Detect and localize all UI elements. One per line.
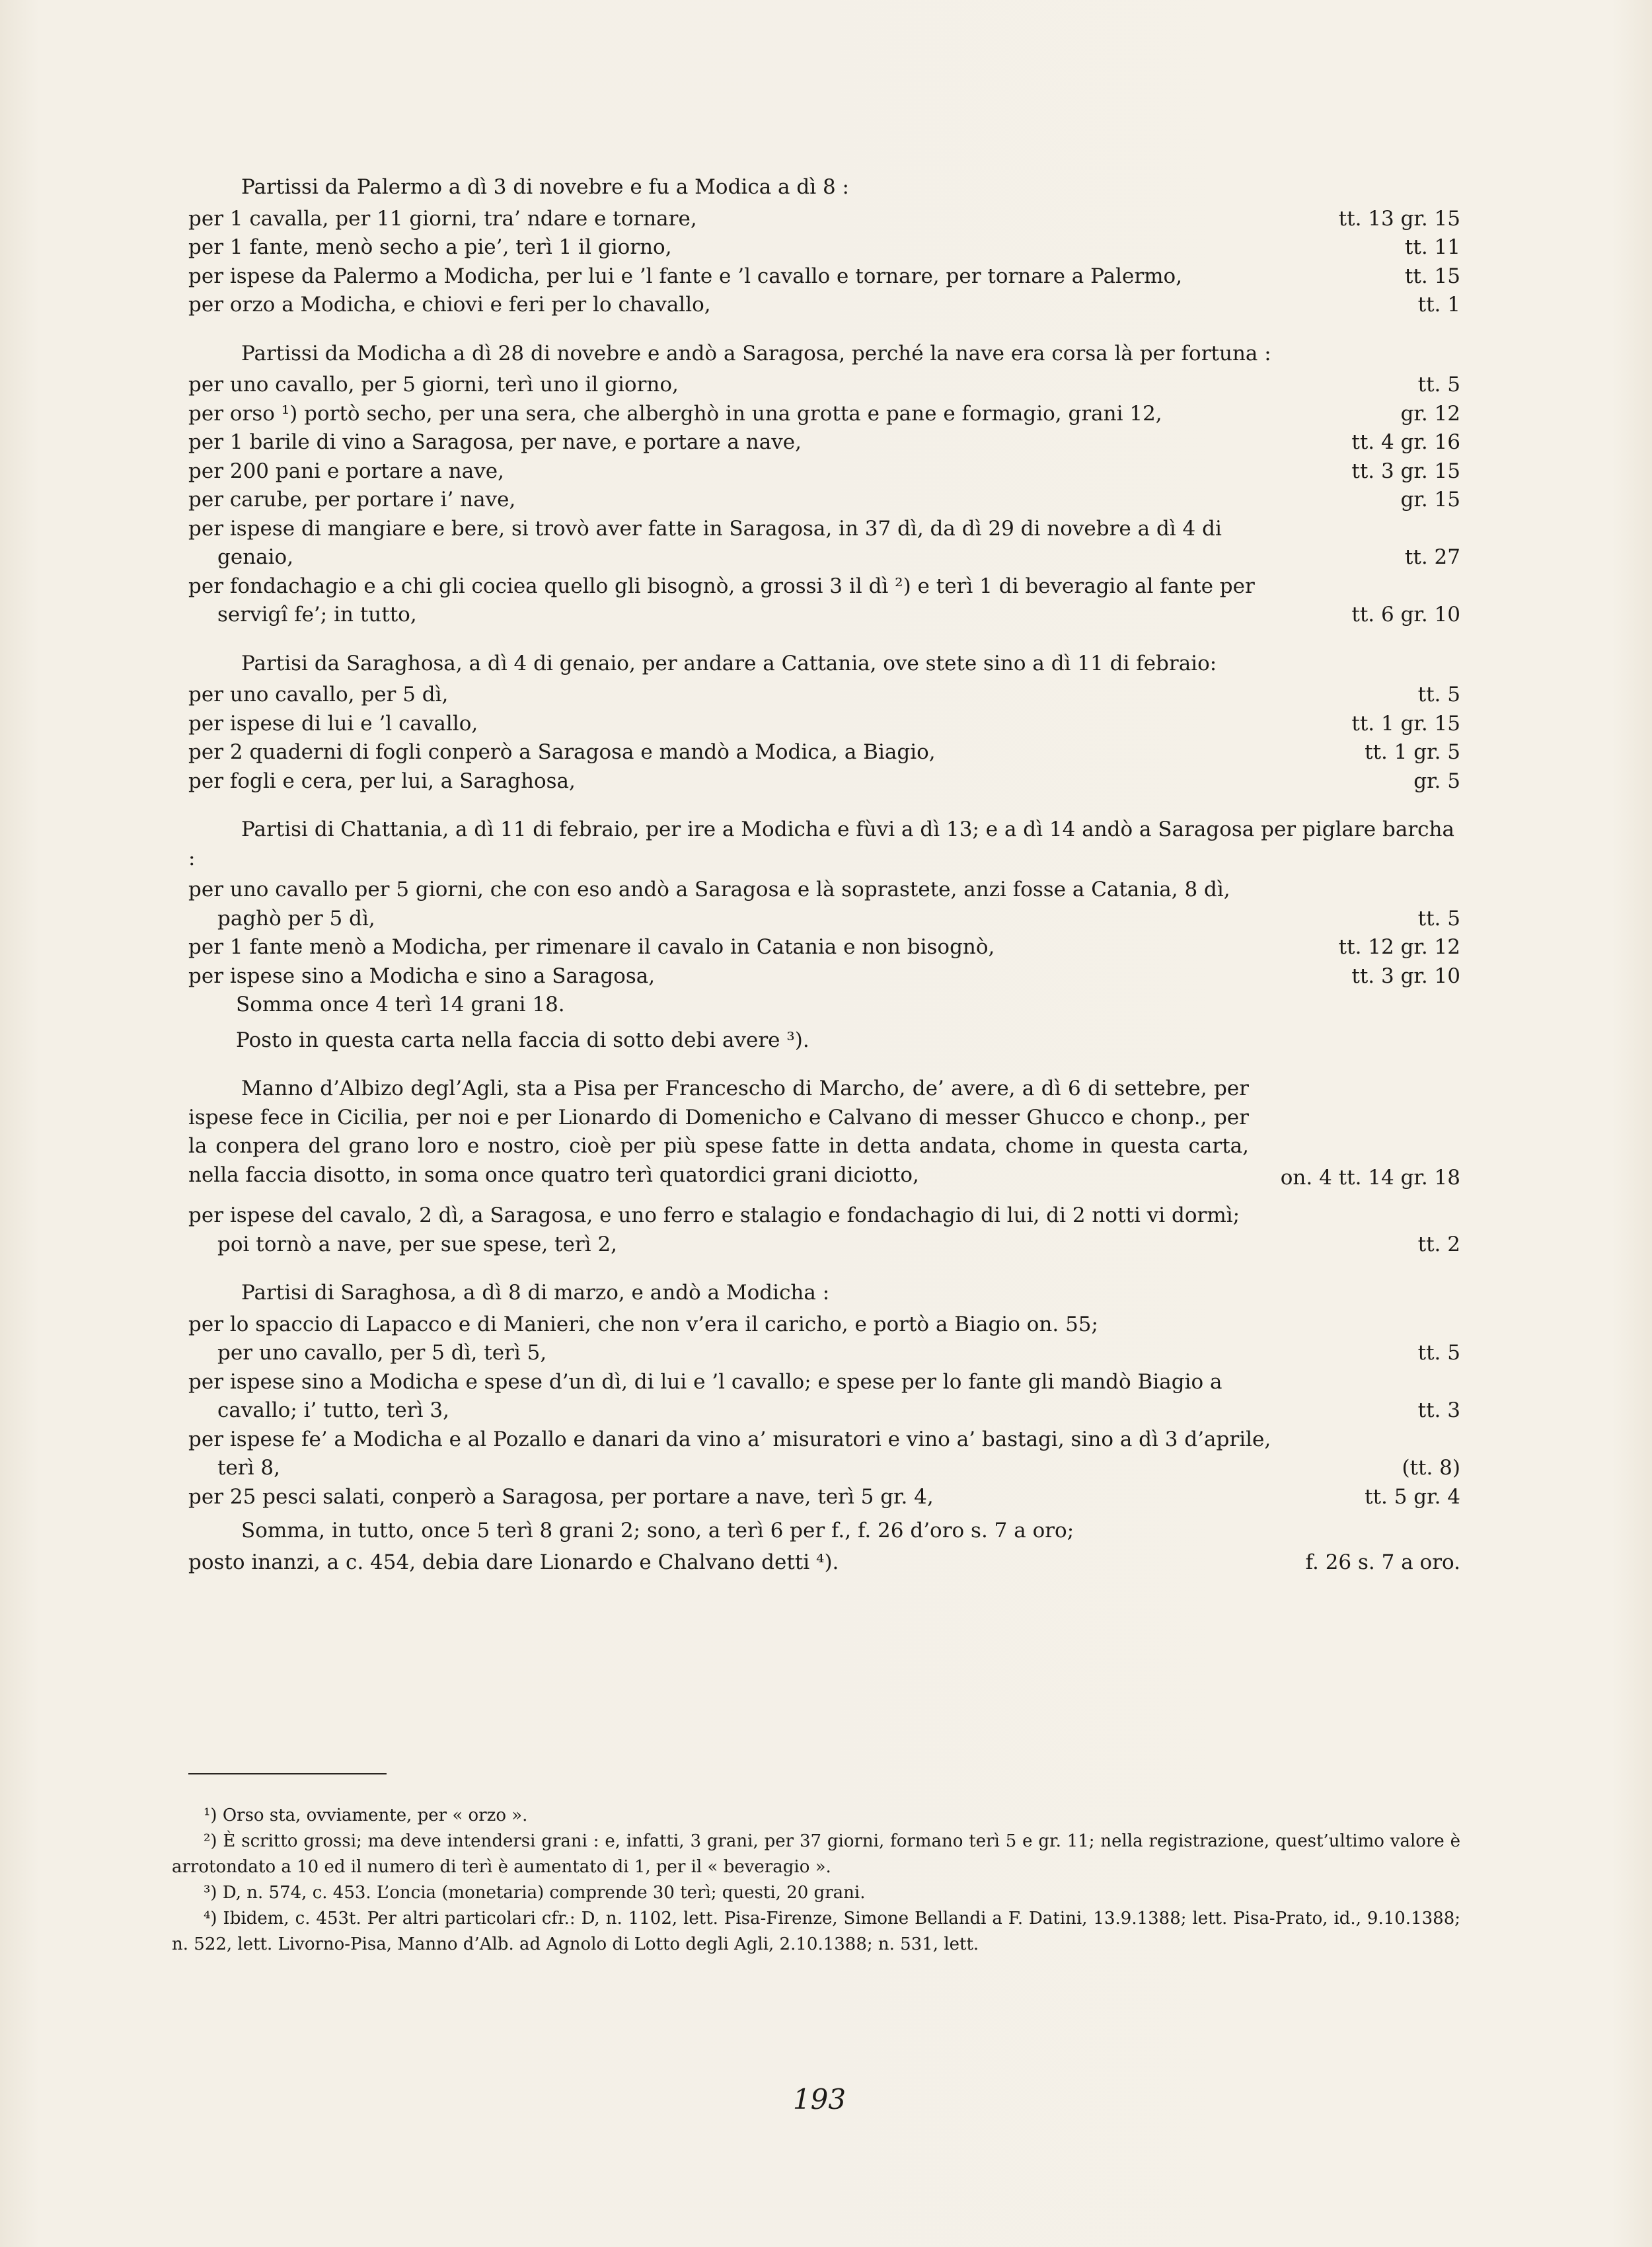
ledger-entry <box>188 962 1460 991</box>
entry-amount: tt. 5 <box>1417 906 1460 931</box>
entry-amount: tt. 11 <box>1404 235 1460 259</box>
entry-amount: tt. 5 <box>1417 373 1460 397</box>
entry-amount: tt. 13 gr. 15 <box>1338 206 1460 231</box>
ledger-entry <box>188 767 1460 796</box>
sum-line: Somma, in tutto, once 5 terì 8 grani 2; sono, a terì 6 per f., f. 26 d’oro s. 7 a oro; <box>241 1519 1074 1542</box>
entry-description: per uno cavallo per 5 giorni, che con eso andò a Saragosa e là soprastete, anzi fosse a Catania, 8 dì, paghò per 5 dì, <box>188 878 1230 931</box>
ledger-entry <box>188 933 1460 962</box>
entry-list <box>188 1311 1460 1578</box>
ledger-entry <box>188 1368 1460 1426</box>
section-intro: Partisi di Chattania, a dì 11 di febraio, per ire a Modicha e fùvi a dì 13; e a dì 14 andò a Saragosa per piglare barcha : <box>188 818 1454 870</box>
posted-line: Posto in questa carta nella faccia di sotto debi avere ³). <box>236 1028 809 1052</box>
entry-description: per orzo a Modicha, e chiovi e feri per lo chavallo, <box>188 293 711 317</box>
entry-amount: tt. 1 <box>1417 293 1460 317</box>
entry-amount: tt. 5 <box>1417 683 1460 706</box>
page-number: 193 <box>792 2083 846 2115</box>
sum-line: Somma once 4 terì 14 grani 18. <box>236 993 565 1016</box>
entry-description: per 1 fante, menò secho a pie’, terì 1 il giorno, <box>188 235 672 259</box>
entry-amount: tt. 1 gr. 5 <box>1365 740 1460 764</box>
ledger-entry <box>188 876 1460 933</box>
entry-description: per fondachagio e a chi gli cociea quello gli bisognò, a grossi 3 il dì ²) e terì 1 di beveragio al fante per servigî fe’; in tutto, <box>188 574 1255 627</box>
entry-amount: (tt. 8) <box>1402 1456 1460 1480</box>
entry-description: per ispese di mangiare e bere, si trovò aver fatte in Saragosa, in 37 dì, da dì 29 di novebre a dì 4 di genaio, <box>188 516 1222 569</box>
entry-list <box>188 681 1460 796</box>
entry-description: per 200 pani e portare a nave, <box>188 459 504 483</box>
entry-amount: tt. 3 <box>1417 1398 1460 1422</box>
entry-description: per carube, per portare i’ nave, <box>188 488 516 512</box>
entry-amount: tt. 12 gr. 12 <box>1338 935 1460 959</box>
entry-description: per 25 pesci salati, conperò a Saragosa, per portare a nave, terì 5 gr. 4, <box>188 1484 934 1509</box>
entry-description: per ispese di lui e ’l cavallo, <box>188 711 478 736</box>
ledger-entry <box>188 572 1460 630</box>
ledger-entry <box>188 233 1460 262</box>
entry-amount: tt. 1 gr. 15 <box>1351 711 1460 736</box>
entry-description: per ispese da Palermo a Modicha, per lui e ’l fante e ’l cavallo e tornare, per tornare a Palermo, <box>188 264 1183 288</box>
ledger-entry <box>188 400 1460 429</box>
entry-amount: tt. 5 gr. 4 <box>1365 1484 1460 1509</box>
ledger-entry <box>188 457 1460 486</box>
ledger-entry <box>188 1426 1460 1483</box>
ledger-entry <box>188 486 1460 515</box>
footnote: ¹) Orso sta, ovviamente, per « orzo ». <box>204 1806 528 1825</box>
entry-amount: tt. 2 <box>1417 1232 1460 1256</box>
ledger-entry <box>188 1339 1460 1368</box>
spaccio-line: per lo spaccio di Lapacco e di Manieri, che non v’era il caricho, e portò a Biagio on. 55; <box>188 1312 1098 1336</box>
ledger-entry <box>188 681 1460 710</box>
entry-description: per 1 barile di vino a Saragosa, per nave, e portare a nave, <box>188 430 802 454</box>
entry-amount: tt. 6 gr. 10 <box>1351 603 1460 627</box>
entry-description: per uno cavallo, per 5 dì, <box>188 683 449 706</box>
main-text <box>188 173 1460 1577</box>
account-paragraph <box>188 1075 1460 1192</box>
footnote-separator <box>188 1773 387 1774</box>
ledger-entry <box>188 205 1460 234</box>
entry-amount: tt. 5 <box>1417 1341 1460 1365</box>
entry-amount: gr. 5 <box>1413 769 1460 793</box>
entry-description: per ispese del cavalo, 2 dì, a Saragosa, e uno ferro e stalagio e fondachagio di lui, di 2 notti vi dormì; poi tornò a nave, per sue spese, terì 2, <box>188 1203 1240 1256</box>
entry-list <box>188 205 1460 320</box>
entry-description: per 2 quaderni di fogli conperò a Saragosa e mandò a Modica, a Biagio, <box>188 740 936 764</box>
entry-description: per ispese sino a Modicha e sino a Saragosa, <box>188 964 656 988</box>
ledger-entry <box>188 710 1460 739</box>
posted-entry <box>188 1548 1460 1578</box>
ledger-entry <box>188 1201 1460 1259</box>
section-intro: Partissi da Palermo a dì 3 di novebre e fu a Modica a dì 8 : <box>241 175 849 199</box>
entry-description: per ispese sino a Modicha e spese d’un dì, di lui e ’l cavallo; e spese per lo fante gli mandò Biagio a cavallo; i’ tutto, terì 3, <box>188 1369 1222 1422</box>
entry-description: per fogli e cera, per lui, a Saraghosa, <box>188 769 576 793</box>
entry-description: per uno cavallo, per 5 giorni, terì uno il giorno, <box>188 373 679 397</box>
ledger-entry <box>188 291 1460 320</box>
ledger-entry <box>188 262 1460 291</box>
entry-amount: gr. 12 <box>1400 401 1460 426</box>
section-intro: Partissi da Modicha a dì 28 di novebre e andò a Saragosa, perché la nave era corsa là per fortuna : <box>241 341 1271 365</box>
entry-amount: tt. 4 gr. 16 <box>1351 430 1460 454</box>
section-intro: Partisi da Saraghosa, a dì 4 di genaio, per andare a Cattania, ove stete sino a dì 11 di febraio: <box>241 651 1217 675</box>
ledger-entry <box>188 1483 1460 1512</box>
entry-amount: tt. 27 <box>1404 545 1460 569</box>
ledger-entry <box>188 428 1460 457</box>
footnotes <box>172 1803 1460 1958</box>
entry-description: per 1 cavalla, per 11 giorni, tra’ ndare e tornare, <box>188 206 697 231</box>
entry-amount: tt. 3 gr. 15 <box>1351 459 1460 483</box>
entry-description: posto inanzi, a c. 454, debia dare Lionardo e Chalvano detti ⁴). <box>188 1550 839 1574</box>
entry-description: per uno cavallo, per 5 dì, terì 5, <box>217 1341 547 1365</box>
entry-description: per ispese fe’ a Modicha e al Pozallo e danari da vino a’ misuratori e vino a’ bastagi, sino a dì 3 d’aprile, terì 8, <box>188 1427 1271 1480</box>
entry-description: per orso ¹) portò secho, per una sera, che alberghò in una grotta e pane e formagio, grani 12, <box>188 401 1162 426</box>
section-intro: Partisi di Saraghosa, a dì 8 di marzo, e andò a Modicha : <box>241 1281 830 1305</box>
entry-amount: tt. 3 gr. 10 <box>1351 964 1460 988</box>
entry-amount: gr. 15 <box>1400 488 1460 512</box>
ledger-entry <box>188 738 1460 767</box>
footnote: ²) È scritto grossi; ma deve intendersi grani : e, infatti, 3 grani, per 37 giorni, formano terì 5 e gr. 11; nella registrazione, quest’ultimo valore è arrotondato a 10 ed il numero di terì è aumentato di 1, per il « beveragio ». <box>172 1831 1460 1877</box>
entry-list <box>188 876 1460 1055</box>
entry-amount: f. 26 s. 7 a oro. <box>1305 1550 1460 1574</box>
footnote: ⁴) Ibidem, c. 453t. Per altri particolari cfr.: D, n. 1102, lett. Pisa-Firenze, Simone Bellandi a F. Datini, 13.9.1388; lett. Pisa-Prato, id., 9.10.1388; n. 522, lett. Livorno-Pisa, Manno d’Alb. ad Agnolo di Lotto degli Agli, 2.10.1388; n. 531, lett. <box>172 1909 1460 1954</box>
entry-description: per 1 fante menò a Modicha, per rimenare il cavalo in Catania e non bisognò, <box>188 935 995 959</box>
ledger-entry <box>188 515 1460 572</box>
entry-list <box>188 371 1460 630</box>
account-description: Manno d’Albizo degl’Agli, sta a Pisa per Francescho di Marcho, de’ avere, a dì 6 di settebre, per ispese fece in Cicilia, per noi e per Lionardo di Domenicho e Calvano di messer Ghucco e chonp., per la conpera del grano loro e nostro, cioè per più spese fatte in detta andata, chome in questa carta, nella faccia disotto, in soma once quatro terì quatordici grani diciotto, <box>188 1077 1249 1187</box>
footnote: ³) D, n. 574, c. 453. L’oncia (monetaria) comprende 30 terì; questi, 20 grani. <box>204 1883 866 1903</box>
account-amount: on. 4 tt. 14 gr. 18 <box>1280 1165 1460 1190</box>
entry-amount: tt. 15 <box>1404 264 1460 288</box>
ledger-entry <box>188 371 1460 400</box>
